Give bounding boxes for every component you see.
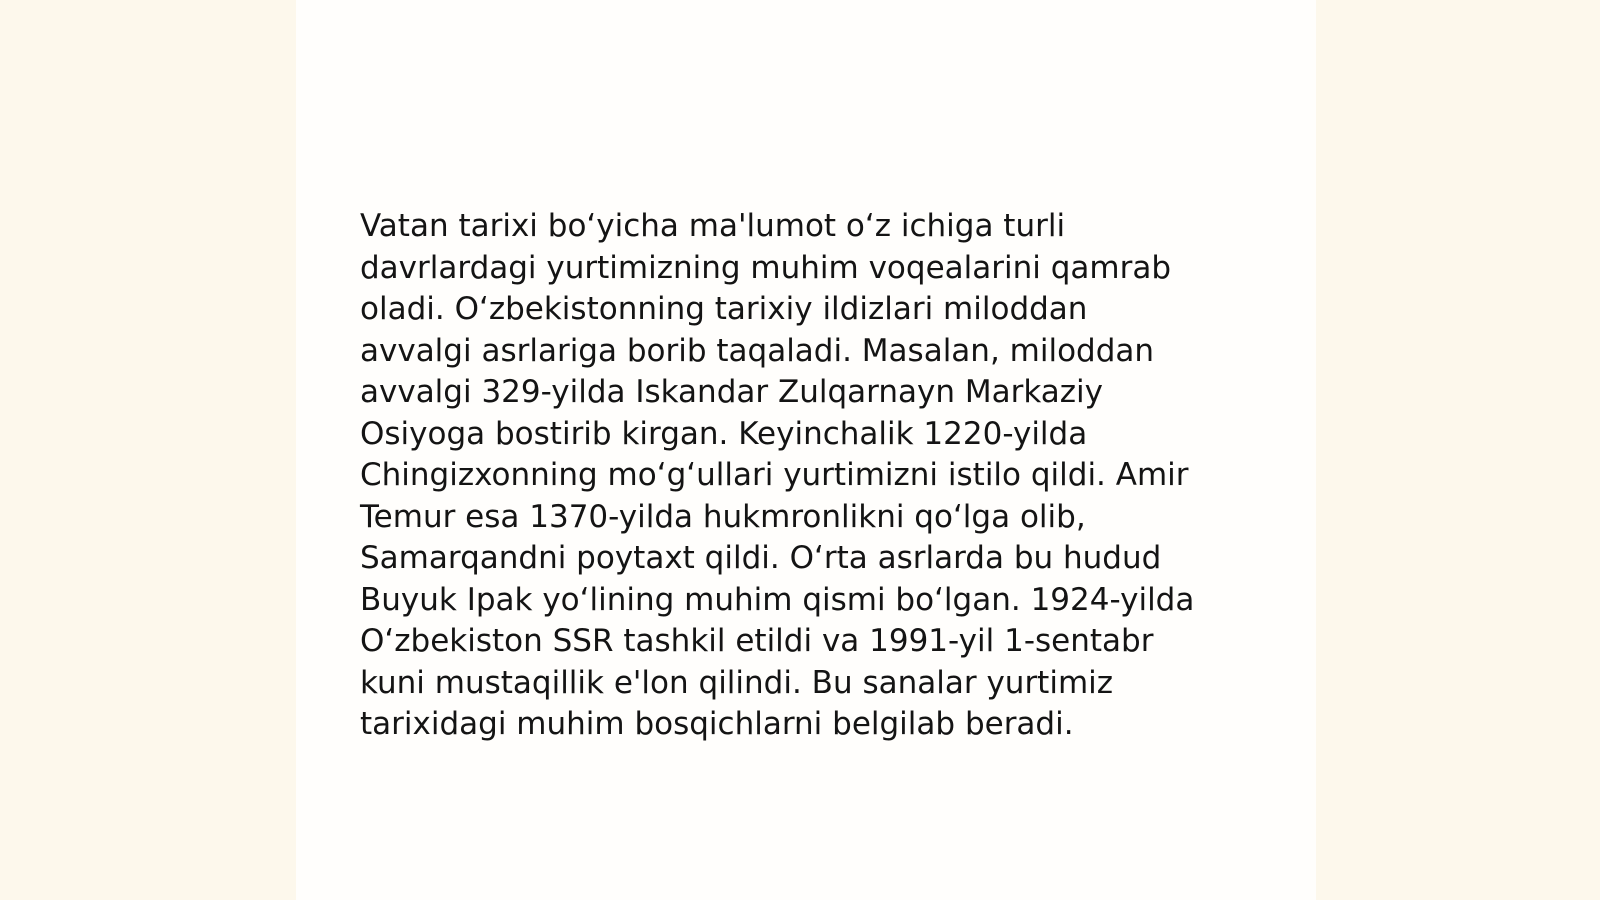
text-line: tarixidagi muhim bosqichlarni belgilab beradi. [360, 706, 1074, 742]
text-line: Samarqandni poytaxt qildi. O‘rta asrlarda bu hudud [360, 540, 1162, 576]
text-line: O‘zbekiston SSR tashkil etildi va 1991-yil 1-sentabr [360, 623, 1154, 659]
document-page [296, 0, 1316, 900]
text-line: davrlardagi yurtimizning muhim voqealarini qamrab [360, 249, 1172, 286]
body-paragraph [360, 206, 1260, 746]
text-line: oladi. O‘zbekistonning tarixiy ildizlari miloddan [360, 291, 1088, 327]
text-line: Osiyoga bostirib kirgan. Keyinchalik 1220-yilda [360, 415, 1088, 452]
text-line: avvalgi 329-yilda Iskandar Zulqarnayn Markaziy [360, 374, 1103, 410]
text-line: Chingizxonning mo‘g‘ullari yurtimizni istilo qildi. Amir [360, 457, 1189, 493]
text-line: Temur esa 1370-yilda hukmronlikni qo‘lga olib, [360, 498, 1086, 535]
text-line: Vatan tarixi bo‘yicha ma'lumot o‘z ichiga turli [360, 208, 1066, 244]
text-line: Buyuk Ipak yo‘lining muhim qismi bo‘lgan. 1924-yilda [360, 581, 1195, 618]
text-line: avvalgi asrlariga borib taqaladi. Masalan, miloddan [360, 332, 1155, 369]
text-line: kuni mustaqillik e'lon qilindi. Bu sanalar yurtimiz [360, 664, 1114, 701]
